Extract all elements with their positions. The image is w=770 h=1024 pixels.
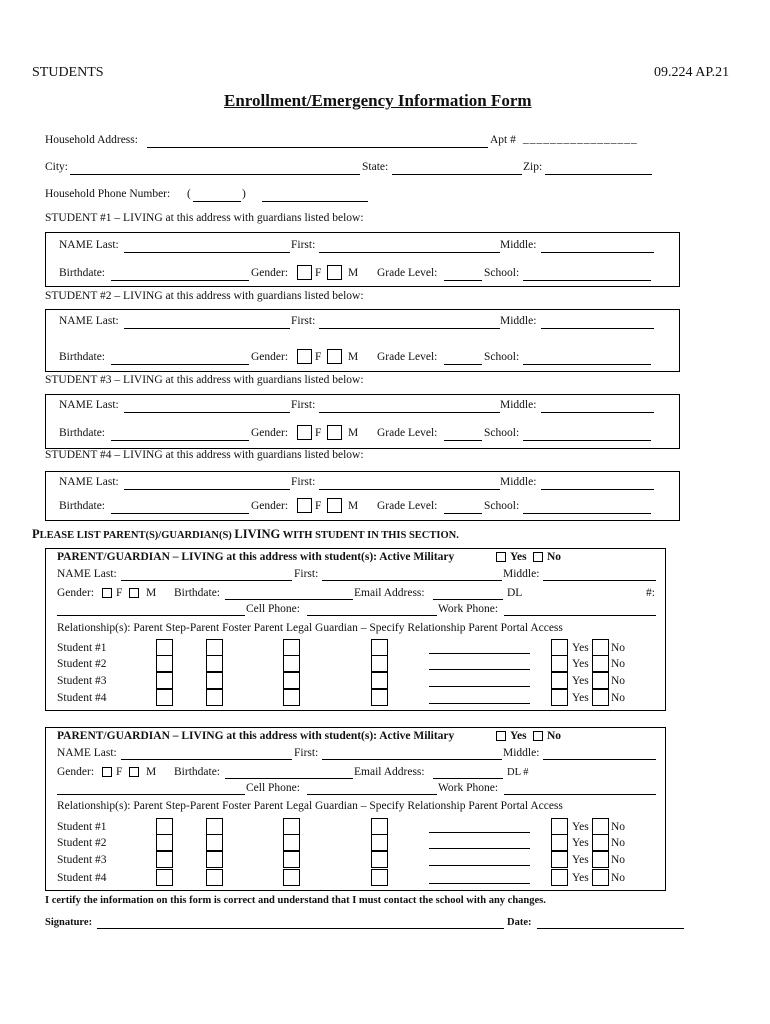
student-name-last-field[interactable] — [124, 489, 290, 490]
military-yes-label: Yes — [510, 551, 527, 563]
parent-gender-f-checkbox[interactable] — [102, 767, 112, 777]
student-grade-label: Grade Level: — [377, 267, 438, 279]
relationship-checkbox[interactable] — [283, 834, 300, 851]
portal-yes-checkbox[interactable] — [551, 672, 568, 689]
student-first-field[interactable] — [319, 412, 500, 413]
gender-m-label: M — [348, 427, 359, 439]
gender-m-label: M — [348, 500, 359, 512]
specify-relationship-field[interactable] — [429, 832, 530, 833]
relationship-checkbox[interactable] — [206, 655, 223, 672]
student-school-field[interactable] — [523, 364, 651, 365]
parent-middle-field[interactable] — [543, 759, 656, 760]
relationship-student-label: Student #4 — [57, 692, 107, 704]
relationship-student-label: Student #1 — [57, 821, 107, 833]
relationship-checkbox[interactable] — [206, 834, 223, 851]
student-grade-label: Grade Level: — [377, 500, 438, 512]
portal-yes-label: Yes — [572, 854, 589, 866]
portal-no-label: No — [611, 854, 626, 866]
military-no-checkbox[interactable] — [533, 731, 543, 741]
parent-work-field[interactable] — [504, 615, 656, 616]
portal-yes-label: Yes — [572, 658, 589, 670]
relationship-checkbox[interactable] — [283, 689, 300, 706]
student-box — [45, 309, 680, 372]
student-grade-field[interactable] — [444, 440, 482, 441]
relationship-checkbox[interactable] — [156, 818, 173, 835]
parent-gender-m-checkbox[interactable] — [129, 767, 139, 777]
parent-email-label: Email Address: — [354, 587, 425, 599]
gender-f-label: F — [315, 500, 322, 512]
military-no-checkbox[interactable] — [533, 552, 543, 562]
student-heading: STUDENT #1 – LIVING at this address with guardians listed below: — [45, 212, 364, 224]
student-middle-label: Middle: — [500, 476, 537, 488]
student-birthdate-label: Birthdate: — [59, 427, 105, 439]
student-first-field[interactable] — [319, 489, 500, 490]
portal-yes-label: Yes — [572, 821, 589, 833]
parent-cell-label: Cell Phone: — [246, 603, 300, 615]
student-middle-label: Middle: — [500, 399, 537, 411]
portal-no-label: No — [611, 675, 626, 687]
military-yes-checkbox[interactable] — [496, 552, 506, 562]
zip-field[interactable] — [545, 174, 652, 175]
military-yes-label: Yes — [510, 730, 527, 742]
parent-dl-label: DL # — [507, 767, 529, 778]
student-grade-label: Grade Level: — [377, 427, 438, 439]
portal-no-checkbox[interactable] — [592, 834, 609, 851]
parent-gender-label: Gender: — [57, 766, 95, 778]
student-birthdate-label: Birthdate: — [59, 500, 105, 512]
notice-initial: P — [32, 527, 40, 541]
parent-extra-field[interactable] — [57, 615, 245, 616]
specify-relationship-field[interactable] — [429, 865, 530, 866]
parent-heading: PARENT/GUARDIAN – LIVING at this address with student(s): Active Military — [57, 551, 455, 563]
relationship-checkbox[interactable] — [371, 851, 388, 868]
relationship-checkbox[interactable] — [371, 834, 388, 851]
relationship-checkbox[interactable] — [371, 689, 388, 706]
specify-relationship-field[interactable] — [429, 653, 530, 654]
student-gender-label: Gender: — [251, 351, 289, 363]
parent-work-label: Work Phone: — [438, 782, 499, 794]
student-heading: STUDENT #4 – LIVING at this address with guardians listed below: — [45, 449, 364, 461]
student-birthdate-label: Birthdate: — [59, 351, 105, 363]
relationship-checkbox[interactable] — [156, 689, 173, 706]
student-school-label: School: — [484, 500, 520, 512]
student-first-label: First: — [291, 239, 316, 251]
date-field[interactable] — [537, 928, 684, 929]
student-grade-field[interactable] — [444, 280, 482, 281]
parent-gender-label: Gender: — [57, 587, 95, 599]
student-grade-label: Grade Level: — [377, 351, 438, 363]
relationship-checkbox[interactable] — [283, 672, 300, 689]
household-address-label: Household Address: — [45, 134, 138, 146]
parent-heading: PARENT/GUARDIAN – LIVING at this address with student(s): Active Military — [57, 730, 455, 742]
relationship-checkbox[interactable] — [156, 851, 173, 868]
document-code: 09.224 AP.21 — [654, 65, 730, 80]
apt-label: Apt # — [490, 134, 516, 146]
portal-no-checkbox[interactable] — [592, 672, 609, 689]
parent-email-field[interactable] — [433, 599, 503, 600]
parent-email-label: Email Address: — [354, 766, 425, 778]
gender-f-label: F — [315, 267, 322, 279]
parent-relationship-header: Relationship(s): Parent Step-Parent Foster Parent Legal Guardian – Specify Relationship Parent Portal Access — [57, 800, 563, 812]
parent-middle-label: Middle: — [503, 747, 540, 759]
relationship-checkbox[interactable] — [283, 639, 300, 656]
student-gender-label: Gender: — [251, 500, 289, 512]
relationship-checkbox[interactable] — [206, 869, 223, 886]
phone-open-paren: ( — [187, 188, 191, 200]
portal-yes-label: Yes — [572, 837, 589, 849]
student-school-label: School: — [484, 351, 520, 363]
specify-relationship-field[interactable] — [429, 703, 530, 704]
parent-birthdate-label: Birthdate: — [174, 766, 220, 778]
state-label: State: — [362, 161, 389, 173]
parent-gender-f-checkbox[interactable] — [102, 588, 112, 598]
relationship-checkbox[interactable] — [283, 869, 300, 886]
student-middle-field[interactable] — [541, 252, 654, 253]
portal-yes-checkbox[interactable] — [551, 639, 568, 656]
certify-statement: I certify the information on this form is correct and understand that I must contact the school with any changes. — [45, 895, 546, 906]
student-school-field[interactable] — [523, 440, 651, 441]
portal-no-checkbox[interactable] — [592, 869, 609, 886]
parent-gender-f-label: F — [116, 766, 123, 778]
portal-yes-checkbox[interactable] — [551, 818, 568, 835]
zip-label: Zip: — [523, 161, 543, 173]
portal-yes-checkbox[interactable] — [551, 655, 568, 672]
gender-m-label: M — [348, 351, 359, 363]
portal-yes-checkbox[interactable] — [551, 851, 568, 868]
student-birthdate-field[interactable] — [111, 440, 249, 441]
portal-no-label: No — [611, 692, 626, 704]
parent-cell-label: Cell Phone: — [246, 782, 300, 794]
portal-yes-label: Yes — [572, 675, 589, 687]
student-middle-label: Middle: — [500, 239, 537, 251]
household-address-field[interactable] — [147, 147, 488, 148]
relationship-checkbox[interactable] — [371, 639, 388, 656]
student-name-last-label: NAME Last: — [59, 315, 119, 327]
student-middle-field[interactable] — [541, 328, 654, 329]
relationship-checkbox[interactable] — [156, 869, 173, 886]
portal-yes-label: Yes — [572, 692, 589, 704]
parent-first-field[interactable] — [322, 580, 502, 581]
portal-yes-label: Yes — [572, 642, 589, 654]
parent-birthdate-label: Birthdate: — [174, 587, 220, 599]
parent-cell-field[interactable] — [307, 794, 437, 795]
parent-work-field[interactable] — [504, 794, 656, 795]
student-name-last-field[interactable] — [124, 328, 290, 329]
relationship-student-label: Student #2 — [57, 658, 107, 670]
student-gender-label: Gender: — [251, 427, 289, 439]
student-name-last-field[interactable] — [124, 412, 290, 413]
parent-first-label: First: — [294, 747, 319, 759]
portal-no-checkbox[interactable] — [592, 639, 609, 656]
apt-field[interactable]: _________________ — [523, 133, 638, 145]
student-school-field[interactable] — [523, 513, 651, 514]
gender-m-checkbox[interactable] — [327, 265, 342, 280]
relationship-checkbox[interactable] — [371, 818, 388, 835]
gender-m-checkbox[interactable] — [327, 349, 342, 364]
student-grade-field[interactable] — [444, 513, 482, 514]
parent-name-last-field[interactable] — [121, 759, 292, 760]
portal-no-label: No — [611, 821, 626, 833]
student-first-label: First: — [291, 315, 316, 327]
parent-first-field[interactable] — [322, 759, 502, 760]
household-phone-field[interactable] — [262, 201, 368, 202]
parent-name-last-field[interactable] — [121, 580, 292, 581]
portal-yes-checkbox[interactable] — [551, 689, 568, 706]
student-middle-field[interactable] — [541, 412, 654, 413]
specify-relationship-field[interactable] — [429, 686, 530, 687]
gender-f-label: F — [315, 351, 322, 363]
relationship-checkbox[interactable] — [206, 689, 223, 706]
parent-email-field[interactable] — [433, 778, 503, 779]
parent-middle-label: Middle: — [503, 568, 540, 580]
parent-cell-field[interactable] — [307, 615, 437, 616]
student-name-last-label: NAME Last: — [59, 476, 119, 488]
gender-f-checkbox[interactable] — [297, 349, 312, 364]
parent-gender-f-label: F — [116, 587, 123, 599]
relationship-checkbox[interactable] — [283, 655, 300, 672]
state-field[interactable] — [392, 174, 522, 175]
parent-middle-field[interactable] — [543, 580, 656, 581]
student-name-last-field[interactable] — [124, 252, 290, 253]
student-birthdate-field[interactable] — [111, 513, 249, 514]
portal-no-label: No — [611, 642, 626, 654]
relationship-checkbox[interactable] — [206, 672, 223, 689]
relationship-student-label: Student #1 — [57, 642, 107, 654]
form-title: Enrollment/Emergency Information Form — [224, 91, 532, 110]
relationship-checkbox[interactable] — [283, 851, 300, 868]
relationship-student-label: Student #2 — [57, 837, 107, 849]
notice-part-1: LEASE LIST PARENT(S)/GUARDIAN(S) — [39, 530, 235, 541]
city-field[interactable] — [70, 174, 360, 175]
relationship-checkbox[interactable] — [156, 655, 173, 672]
parent-work-label: Work Phone: — [438, 603, 499, 615]
portal-yes-label: Yes — [572, 872, 589, 884]
relationship-checkbox[interactable] — [371, 869, 388, 886]
student-gender-label: Gender: — [251, 267, 289, 279]
relationship-checkbox[interactable] — [156, 672, 173, 689]
gender-m-label: M — [348, 267, 359, 279]
parent-extra-field[interactable] — [57, 794, 245, 795]
student-name-last-label: NAME Last: — [59, 399, 119, 411]
student-first-label: First: — [291, 399, 316, 411]
signature-label: Signature: — [45, 917, 93, 928]
parent-birthdate-field[interactable] — [225, 778, 353, 779]
specify-relationship-field[interactable] — [429, 669, 530, 670]
parent-name-last-label: NAME Last: — [57, 747, 117, 759]
city-label: City: — [45, 161, 69, 173]
military-no-label: No — [547, 730, 562, 742]
relationship-checkbox[interactable] — [371, 655, 388, 672]
gender-m-checkbox[interactable] — [327, 498, 342, 513]
student-heading: STUDENT #3 – LIVING at this address with guardians listed below: — [45, 374, 364, 386]
portal-no-label: No — [611, 872, 626, 884]
relationship-checkbox[interactable] — [206, 639, 223, 656]
gender-m-checkbox[interactable] — [327, 425, 342, 440]
parent-dl-label: DL — [507, 587, 523, 599]
relationship-checkbox[interactable] — [206, 818, 223, 835]
gender-f-label: F — [315, 427, 322, 439]
student-middle-field[interactable] — [541, 489, 654, 490]
student-school-label: School: — [484, 427, 520, 439]
relationship-checkbox[interactable] — [206, 851, 223, 868]
gender-f-checkbox[interactable] — [297, 265, 312, 280]
specify-relationship-field[interactable] — [429, 848, 530, 849]
gender-f-checkbox[interactable] — [297, 425, 312, 440]
military-yes-checkbox[interactable] — [496, 731, 506, 741]
parent-dl-hash: #: — [646, 587, 655, 599]
student-first-field[interactable] — [319, 328, 500, 329]
student-box — [45, 232, 680, 287]
portal-no-label: No — [611, 658, 626, 670]
parent-name-last-label: NAME Last: — [57, 568, 117, 580]
student-first-field[interactable] — [319, 252, 500, 253]
section-label: STUDENTS — [32, 65, 104, 80]
relationship-student-label: Student #3 — [57, 854, 107, 866]
student-middle-label: Middle: — [500, 315, 537, 327]
portal-no-label: No — [611, 837, 626, 849]
parent-section-notice — [32, 528, 459, 542]
signature-field[interactable] — [97, 928, 504, 929]
parent-first-label: First: — [294, 568, 319, 580]
parent-gender-m-label: M — [146, 766, 157, 778]
portal-no-checkbox[interactable] — [592, 851, 609, 868]
relationship-checkbox[interactable] — [371, 672, 388, 689]
relationship-checkbox[interactable] — [156, 639, 173, 656]
portal-no-checkbox[interactable] — [592, 689, 609, 706]
portal-no-checkbox[interactable] — [592, 818, 609, 835]
phone-close-paren: ) — [242, 188, 246, 200]
relationship-checkbox[interactable] — [283, 818, 300, 835]
student-grade-field[interactable] — [444, 364, 482, 365]
notice-part-2: WITH STUDENT IN THIS SECTION. — [280, 530, 459, 541]
household-phone-label: Household Phone Number: — [45, 188, 171, 200]
student-birthdate-field[interactable] — [111, 364, 249, 365]
student-birthdate-label: Birthdate: — [59, 267, 105, 279]
military-no-label: No — [547, 551, 562, 563]
parent-birthdate-field[interactable] — [225, 599, 353, 600]
parent-relationship-header: Relationship(s): Parent Step-Parent Foster Parent Legal Guardian – Specify Relationship Parent Portal Access — [57, 622, 563, 634]
student-first-label: First: — [291, 476, 316, 488]
relationship-student-label: Student #3 — [57, 675, 107, 687]
parent-gender-m-label: M — [146, 587, 157, 599]
date-label: Date: — [507, 917, 532, 928]
specify-relationship-field[interactable] — [429, 883, 530, 884]
portal-yes-checkbox[interactable] — [551, 834, 568, 851]
student-heading: STUDENT #2 – LIVING at this address with guardians listed below: — [45, 290, 364, 302]
student-school-label: School: — [484, 267, 520, 279]
relationship-student-label: Student #4 — [57, 872, 107, 884]
gender-f-checkbox[interactable] — [297, 498, 312, 513]
portal-yes-checkbox[interactable] — [551, 869, 568, 886]
student-school-field[interactable] — [523, 280, 651, 281]
student-birthdate-field[interactable] — [111, 280, 249, 281]
phone-area-code-field[interactable] — [193, 201, 241, 202]
relationship-checkbox[interactable] — [156, 834, 173, 851]
student-name-last-label: NAME Last: — [59, 239, 119, 251]
portal-no-checkbox[interactable] — [592, 655, 609, 672]
parent-gender-m-checkbox[interactable] — [129, 588, 139, 598]
notice-living: LIVING — [234, 527, 281, 541]
